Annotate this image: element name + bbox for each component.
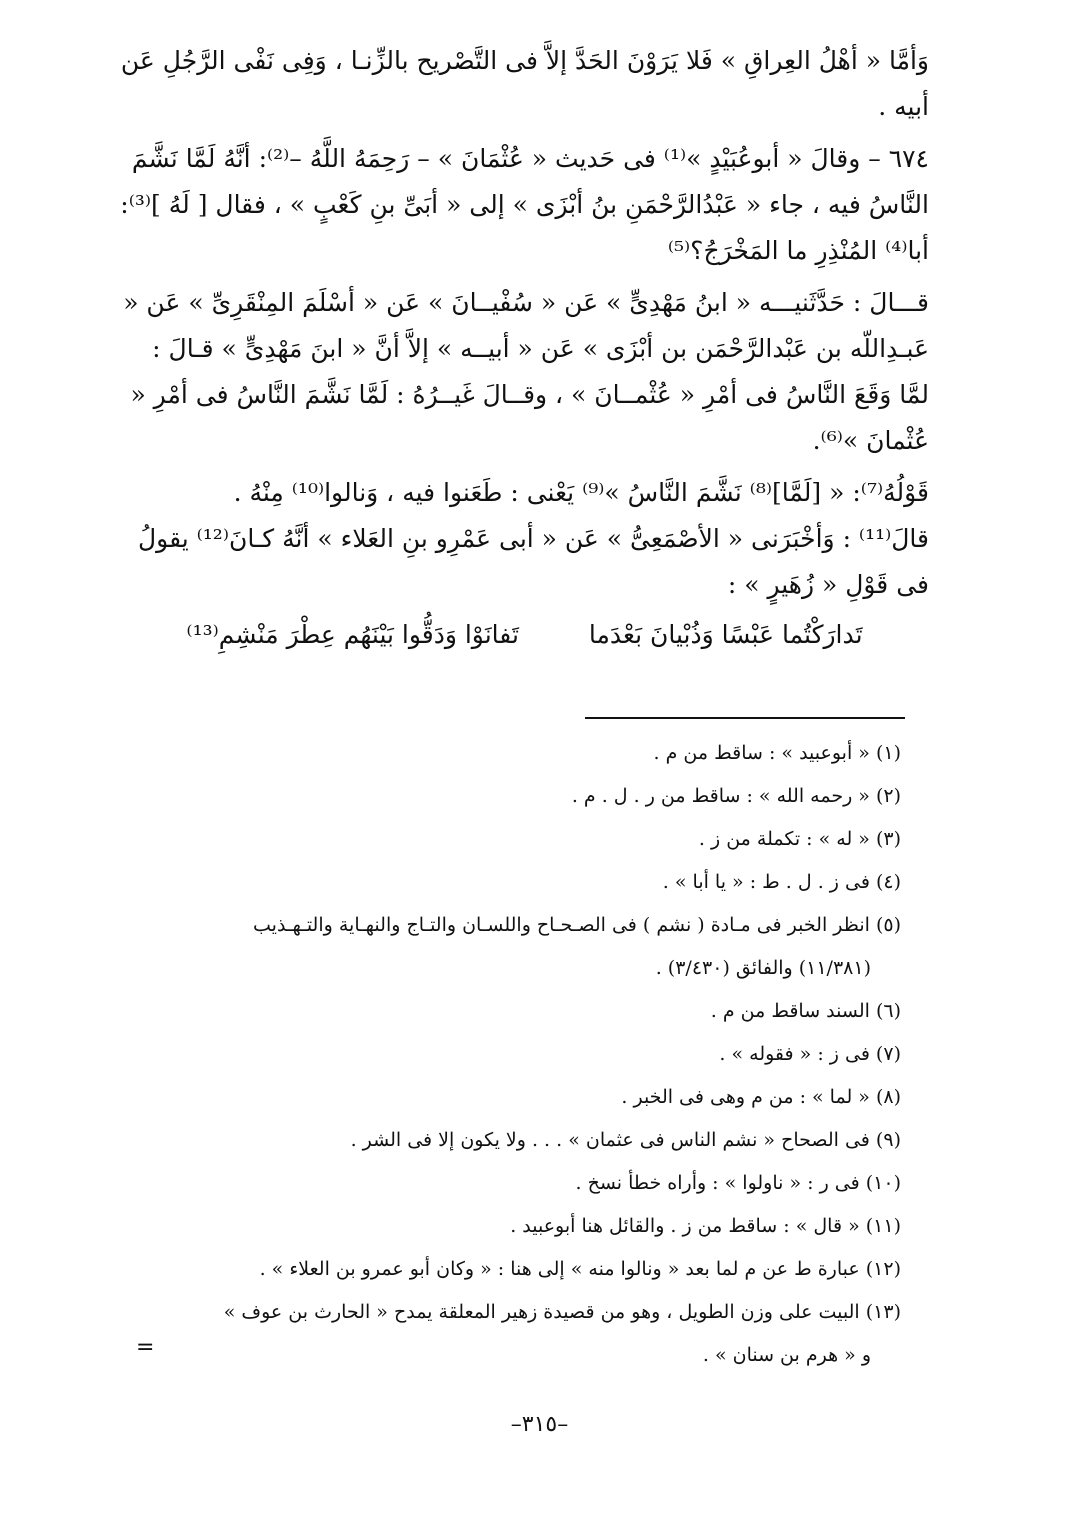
paragraph-674-hadith: ٦٧٤ – وقالَ « أبوعُبَيْدٍ »⁽¹⁾ فى حَديث « عُثْمَانَ » – رَحِمَهُ اللَّهُ –⁽²⁾: أنَّهُ لَمَّا نَشَّمَ النَّاسُ فيه ، جاء « عَبْدُالرَّحْمَنِ بنُ أبْزَى » إلى « أبَىِّ بنِ كَعْبٍ » ، فقال [ لَهُ ]⁽³⁾: أبا⁽⁴⁾ المُنْذِرِ ما المَخْرَجُ؟⁽⁵⁾: [120, 144, 929, 265]
footnote-8: (٨) « لما » : من م وهى فى الخبر .: [621, 1086, 901, 1108]
footnote-11: (١١) « قال » : ساقط من ز . والقائل هنا أبوعبيد .: [510, 1215, 901, 1237]
paragraph-explanation: قَوْلُهُ⁽⁷⁾: « [لَمَّا]⁽⁸⁾ نَشَّمَ النَّاسُ »⁽⁹⁾ يَعْنى : طَعَنوا فيه ، وَنالوا⁽¹⁰⁾ مِنْهُ .: [233, 478, 929, 507]
footnote-3: (٣) « له » : تكملة من ز .: [698, 828, 901, 850]
footnote-13: (١٣) البيت على وزن الطويل ، وهو من قصيدة زهير المعلقة يمدح « الحارث بن عوف »: [223, 1301, 901, 1323]
continuation-mark: =: [136, 1335, 155, 1360]
paragraph-asmai: قالَ⁽¹¹⁾ : وَأخْبَرَنى « الأصْمَعِىُّ » عَن « أبى عَمْرِو بنِ العَلاء » أنَّهُ كـانَ⁽¹²⁾ يقولُ فى قَوْلِ « زُهَيرٍ » :: [138, 524, 929, 599]
footnote-6: (٦) السند ساقط من م .: [710, 1000, 901, 1022]
footnote-2: (٢) « رحمه الله » : ساقط من ر . ل . م .: [571, 785, 901, 807]
footnote-divider: [585, 717, 905, 719]
footnote-5-continuation: (١١/٣٨١) والفائق (٣/٤٣٠) .: [655, 957, 871, 979]
footnote-10: (١٠) فى ر : « ناولوا » : وأراه خطأ نسخ .: [575, 1172, 901, 1194]
page-number: –٣١٥–: [510, 1412, 569, 1437]
footnote-13-continuation: و « هرم بن سنان » .: [702, 1344, 871, 1366]
footnotes: [130, 732, 901, 1377]
poem-verse: [120, 612, 929, 658]
footnote-7: (٧) فى ز : « فقوله » .: [719, 1043, 901, 1065]
footnote-1: (١) « أبوعبيد » : ساقط من م .: [653, 742, 901, 764]
main-text: [120, 38, 929, 658]
paragraph-isnad: قـــالَ : حَدَّثَنيـــه « ابنُ مَهْدِىٍّ » عَن « سُفْيــانَ » عَن « أسْلَمَ المِنْقَرِىِّ » عَن « عَبـدِاللّه بن عَبْدالرَّحْمَن بن أبْزَى » عَن « أبيــه » إلاَّ أنَّ « ابنَ مَهْدِىٍّ » قـالَ : لمَّا وَقَعَ النَّاسُ فى أمْرِ « عُثْمــانَ » ، وقــالَ غَيــرُهُ : لَمَّا نَشَّمَ النَّاسُ فى أمْرِ « عُثْمانَ »⁽⁶⁾.: [123, 288, 929, 455]
verse-first-hemistich: تَدارَكْتُما عَبْسًا وَذُبْيانَ بَعْدَما: [588, 620, 863, 649]
footnote-12: (١٢) عبارة ط عن م لما بعد « ونالوا منه » إلى هنا : « وكان أبو عمرو بن العلاء » .: [259, 1258, 901, 1280]
footnote-9: (٩) فى الصحاح « نشم الناس فى عثمان » . . . ولا يكون إلا فى الشر .: [350, 1129, 901, 1151]
footnote-5: (٥) انظر الخبر فى مـادة ( نشم ) فى الصـحـاح واللسـان والتـاج والنهـاية والتـهـذيب: [253, 914, 901, 936]
footnote-4: (٤) فى ز . ل . ط : « يا أبا » .: [662, 871, 901, 893]
verse-second-hemistich: تَفانَوْا وَدَقُّوا بَيْنَهُم عِطْرَ مَنْشِمِ⁽¹³⁾: [186, 620, 519, 649]
paragraph-iraq: وَأمَّا « أهْلُ العِراقِ » فَلا يَرَوْنَ الحَدَّ إلاَّ فى التَّصْريح بالزِّنـا ، وَفِى نَفْى الرَّجُلِ عَن أبيه .: [120, 46, 929, 121]
